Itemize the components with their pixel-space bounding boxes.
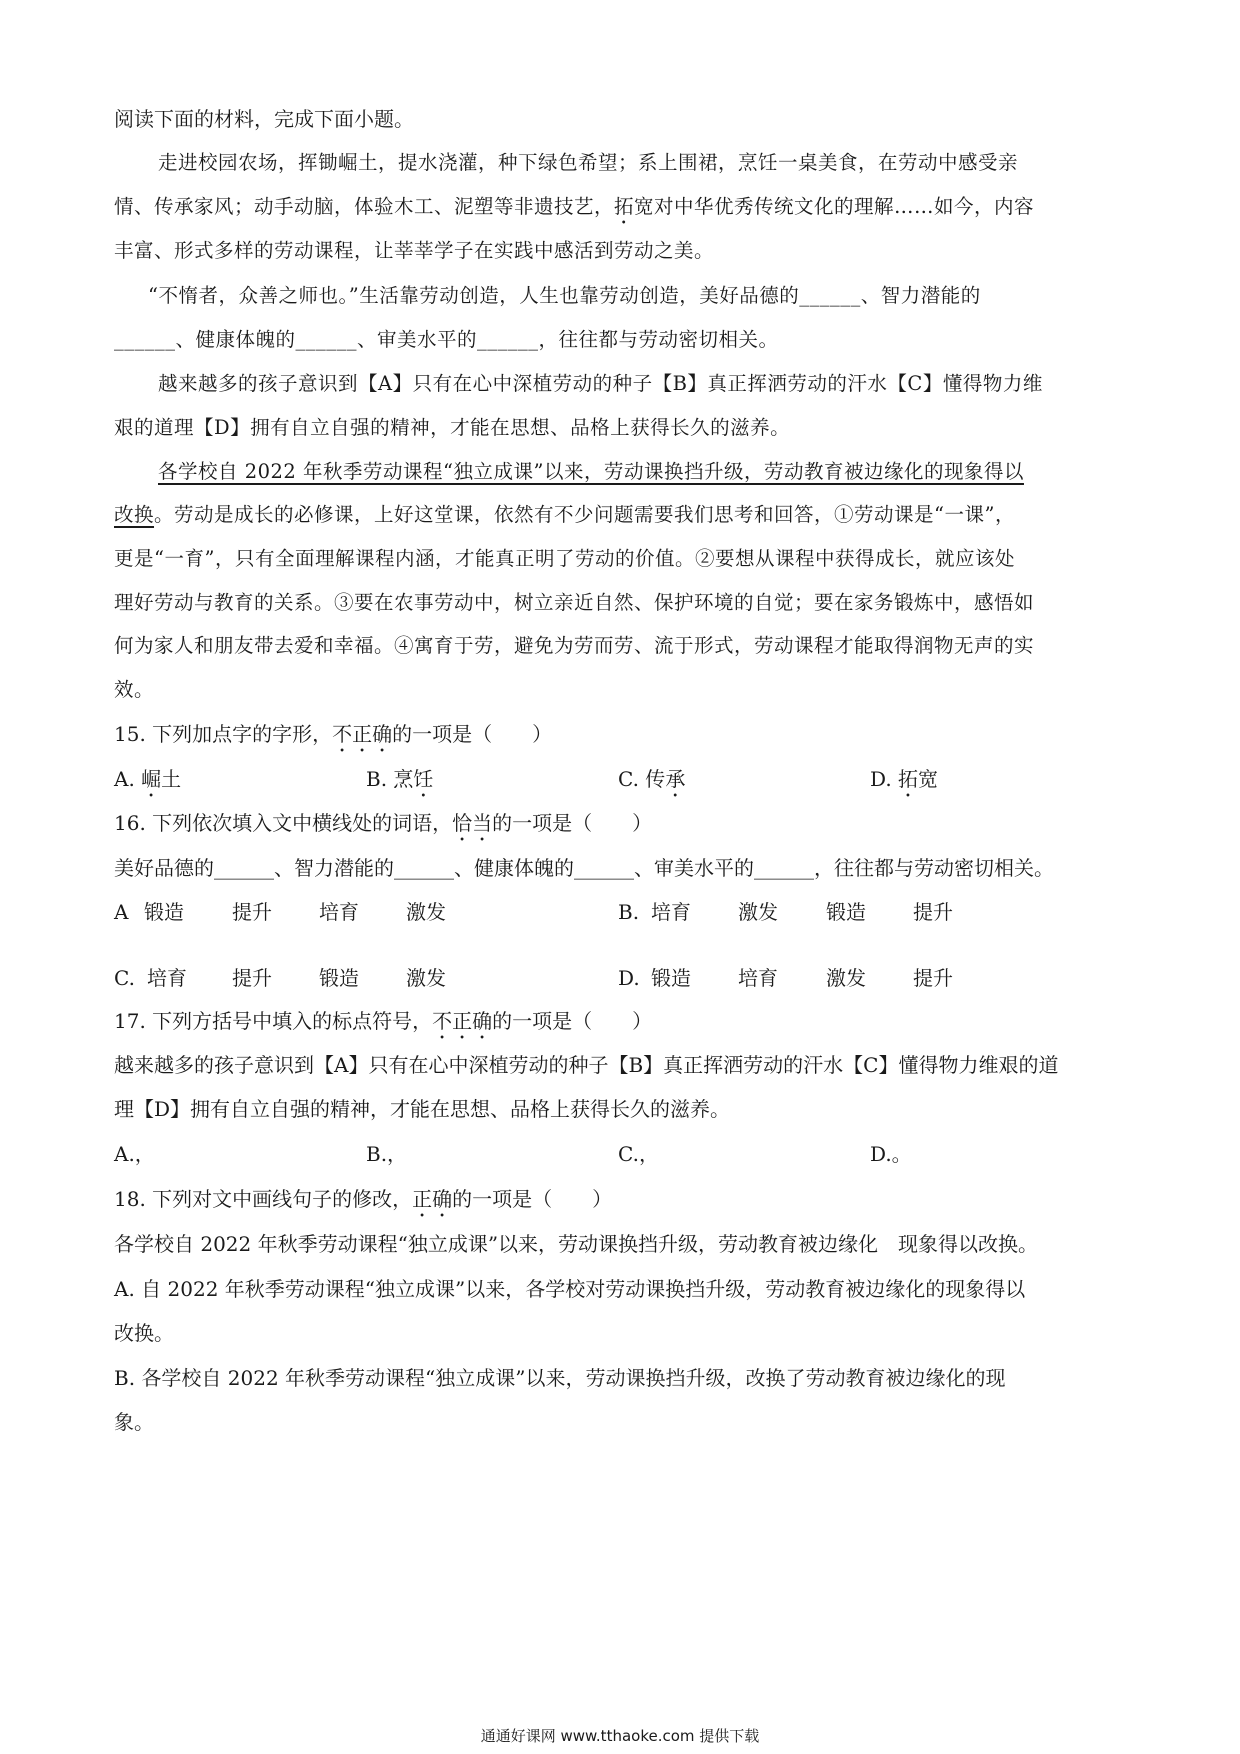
q18-option-b-line1[interactable]: B. 各学校自 2022 年秋季劳动课程“独立成课”以来，劳动课换挡升级，改换了劳动教育被边缘化的现 <box>114 1366 1006 1390</box>
emphasis-char: 拓 <box>614 195 635 218</box>
passage-p1-line1: 走进校园农场，挥锄崛土，提水浇灌，种下绿色希望；系上围裙，烹饪一桌美食，在劳动中感受亲 <box>158 151 1019 174</box>
reading-instruction: 阅读下面的材料，完成下面小题。 <box>114 107 414 131</box>
passage-p3-line1: 越来越多的孩子意识到【A】只有在心中深植劳动的种子【B】真正挥洒劳动的汗水【C】懂得物力维 <box>158 372 1043 395</box>
question-15-stem: 15. 下列加点字的字形，不正确的一项是（ ） <box>114 722 553 746</box>
q18-option-b-line2[interactable]: 象。 <box>114 1410 154 1434</box>
q17-option-b[interactable]: B.， <box>366 1142 408 1166</box>
passage-p1-line3: 丰富、形式多样的劳动课程，让莘莘学子在实践中感活到劳动之美。 <box>114 239 715 262</box>
q15-option-a[interactable]: A. 崛土 <box>114 767 182 791</box>
passage-p4-line2: 改换。劳动是成长的必修课，上好这堂课，依然有不少问题需要我们思考和回答，①劳动课是“一课”， <box>114 503 1015 526</box>
underlined-sentence: 各学校自 2022 年秋季劳动课程“独立成课”以来，劳动课换挡升级，劳动教育被边缘化的现象得以 <box>158 460 1024 483</box>
question-17-line1: 越来越多的孩子意识到【A】只有在心中深植劳动的种子【B】真正挥洒劳动的汗水【C】懂得物力维艰的道 <box>114 1053 1059 1077</box>
passage-p3-line2: 艰的道理【D】拥有自立自强的精神，才能在思想、品格上获得长久的滋养。 <box>114 416 791 439</box>
page-footer: 通通好课网 www.tthaoke.com 提供下载 <box>480 1727 760 1745</box>
passage-p2-line1: “不惰者，众善之师也。”生活靠劳动创造，人生也靠劳动创造，美好品德的______、智力潜能的 <box>148 284 981 307</box>
q17-option-c[interactable]: C.， <box>618 1142 659 1166</box>
q16-option-a[interactable]: A 锻造 提升 培育 激发 <box>114 900 446 924</box>
q18-option-a-line2[interactable]: 改换。 <box>114 1321 174 1345</box>
passage-p2-line2: ______、健康体魄的______、审美水平的______，往往都与劳动密切相关。 <box>114 328 779 351</box>
passage-p1-line2: 情、传承家风；动手动脑，体验木工、泥塑等非遗技艺，拓宽对中华优秀传统文化的理解……如今，内容 <box>114 195 1035 218</box>
question-16-stem: 16. 下列依次填入文中横线处的词语，恰当的一项是（ ） <box>114 811 653 835</box>
passage-p4-line1 <box>158 457 1024 487</box>
q16-option-d[interactable]: D. 锻造 培育 激发 提升 <box>618 966 953 990</box>
q16-option-b[interactable]: B. 培育 激发 锻造 提升 <box>618 900 953 924</box>
question-16-sentence: 美好品德的______、智力潜能的______、健康体魄的______、审美水平的______，往往都与劳动密切相关。 <box>114 856 1054 880</box>
q18-option-a-line1[interactable]: A. 自 2022 年秋季劳动课程“独立成课”以来，各学校对劳动课换挡升级，劳动教育被边缘化的现象得以 <box>114 1277 1026 1301</box>
passage-p4-line3: 更是“一育”，只有全面理解课程内涵，才能真正明了劳动的价值。②要想从课程中获得成长，就应该处 <box>114 547 1015 570</box>
q17-option-d[interactable]: D.。 <box>870 1142 912 1166</box>
underlined-sentence-end: 改换 <box>114 503 155 526</box>
passage-p4-line4: 理好劳动与教育的关系。③要在农事劳动中，树立亲近自然、保护环境的自觉；要在家务锻炼中，感悟如 <box>114 591 1035 614</box>
q15-option-b[interactable]: B. 烹饪 <box>366 767 434 791</box>
question-18-stem: 18. 下列对文中画线句子的修改，正确的一项是（ ） <box>114 1187 613 1211</box>
passage-p4-line5: 何为家人和朋友带去爱和幸福。④寓育于劳，避免为劳而劳、流于形式，劳动课程才能取得润物无声的实 <box>114 634 1035 657</box>
q15-option-d[interactable]: D. 拓宽 <box>870 767 939 791</box>
passage-p4-line6: 效。 <box>114 678 155 701</box>
q17-option-a[interactable]: A.， <box>114 1142 155 1166</box>
q16-option-c[interactable]: C. 培育 提升 锻造 激发 <box>114 966 446 990</box>
question-17-line2: 理【D】拥有自立自强的精神，才能在思想、品格上获得长久的滋养。 <box>114 1097 731 1121</box>
question-17-stem: 17. 下列方括号中填入的标点符号，不正确的一项是（ ） <box>114 1009 653 1033</box>
question-18-sentence: 各学校自 2022 年秋季劳动课程“独立成课”以来，劳动课换挡升级，劳动教育被边缘化 现象得以改换。 <box>114 1232 1039 1256</box>
q15-option-c[interactable]: C. 传承 <box>618 767 686 791</box>
